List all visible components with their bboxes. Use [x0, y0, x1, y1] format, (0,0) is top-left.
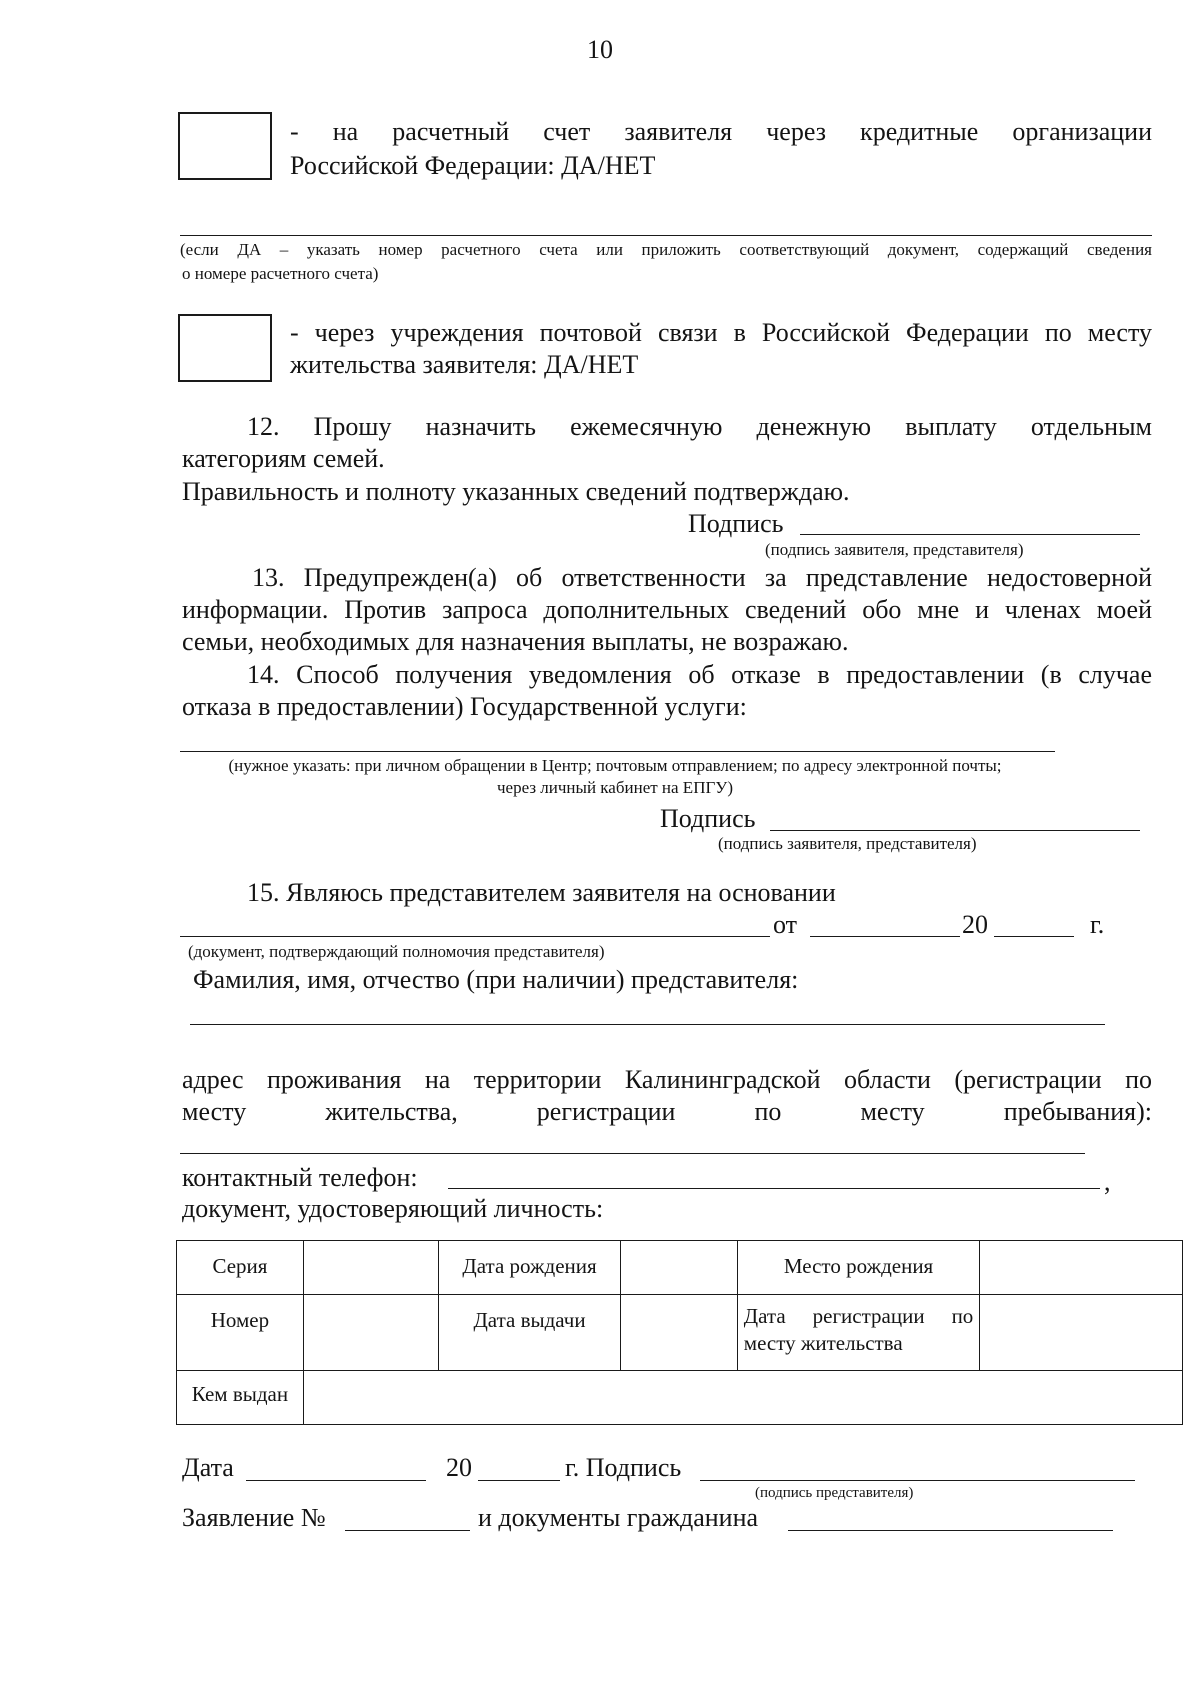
item15-from-label: от — [773, 910, 798, 939]
application-number-field[interactable] — [345, 1530, 470, 1531]
issued-by-label: Кем выдан — [177, 1371, 304, 1425]
item12-signature-label: Подпись — [688, 509, 784, 538]
reg-date-label: Дата регистрации по месту жительства — [737, 1295, 980, 1371]
number-value-cell[interactable] — [303, 1295, 438, 1371]
notification-method-field[interactable] — [180, 751, 1055, 752]
post-checkbox[interactable] — [178, 314, 272, 382]
birth-date-label: Дата рождения — [438, 1241, 620, 1295]
item13-line3: семьи, необходимых для назначения выплаты, не возражаю. — [182, 627, 849, 656]
footer-signature-note: (подпись представителя) — [755, 1485, 914, 1501]
birth-date-value-cell[interactable] — [621, 1241, 738, 1295]
item12-line2: категориям семей. — [182, 444, 385, 473]
bank-note-line1: (если ДА – указать номер расчетного счета или приложить соответствующий документ, содержащий сведения — [180, 240, 1152, 259]
identity-document-table — [176, 1240, 1183, 1425]
post-option-line2: жительства заявителя: ДА/НЕТ — [290, 350, 639, 379]
item15-year-prefix: 20 — [962, 910, 988, 939]
citizen-documents-field[interactable] — [788, 1530, 1113, 1531]
item15-doc-note: (документ, подтверждающий полномочия представителя) — [188, 942, 605, 961]
series-label: Серия — [177, 1241, 304, 1295]
item14-note-line2: через личный кабинет на ЕПГУ) — [496, 778, 733, 797]
post-option-line1: - через учреждения почтовой связи в Российской Федерации по месту — [290, 318, 1152, 347]
number-label: Номер — [177, 1295, 304, 1371]
bank-account-field[interactable] — [180, 235, 1152, 236]
footer-date-label: Дата — [182, 1453, 234, 1482]
item12-line3: Правильность и полноту указанных сведений подтверждаю. — [182, 477, 850, 506]
item14-signature-field[interactable] — [770, 830, 1140, 831]
item14-line2: отказа в предоставлении) Государственной услуги: — [182, 692, 747, 721]
issue-date-value-cell[interactable] — [621, 1295, 738, 1371]
footer-documents-label: и документы гражданина — [478, 1503, 759, 1532]
item12-signature-field[interactable] — [800, 534, 1140, 535]
reg-date-value-cell[interactable] — [980, 1295, 1183, 1371]
footer-signature-field[interactable] — [700, 1480, 1135, 1481]
item13-line1: 13. Предупрежден(а) об ответственности за представление недостоверной — [252, 563, 1152, 592]
authority-year-field[interactable] — [994, 936, 1074, 937]
bank-option-line1: - на расчетный счет заявителя через кредитные организации — [290, 117, 1152, 146]
item15-fio-label: Фамилия, имя, отчество (при наличии) представителя: — [193, 965, 799, 994]
item14-note-line1: (нужное указать: при личном обращении в Центр; почтовым отправлением; по адресу электронной почты; — [228, 756, 1002, 775]
bank-note-line2: о номере расчетного счета) — [182, 264, 379, 283]
item15-address-line2: месту жительства, регистрации по месту пребывания): — [182, 1097, 1152, 1126]
footer-year-field[interactable] — [478, 1480, 560, 1481]
authority-document-field[interactable] — [180, 936, 770, 937]
footer-year-prefix: 20 — [446, 1453, 472, 1482]
item14-signature-label: Подпись — [660, 804, 756, 833]
phone-field[interactable] — [448, 1188, 1100, 1189]
item12-signature-note: (подпись заявителя, представителя) — [765, 540, 1024, 559]
issue-date-label: Дата выдачи — [438, 1295, 620, 1371]
birth-place-value-cell[interactable] — [980, 1241, 1183, 1295]
item15-line1: 15. Являюсь представителем заявителя на основании — [247, 878, 836, 907]
issued-by-value-cell[interactable] — [303, 1371, 1182, 1425]
item13-line2: информации. Против запроса дополнительных сведений обо мне и членах моей — [182, 595, 1152, 624]
bank-option-line2: Российской Федерации: ДА/НЕТ — [290, 151, 656, 180]
item15-year-suffix: г. — [1090, 910, 1105, 939]
footer-date-field[interactable] — [246, 1480, 426, 1481]
representative-fio-field[interactable] — [190, 1024, 1105, 1025]
item15-phone-label: контактный телефон: — [182, 1163, 418, 1192]
address-field[interactable] — [180, 1153, 1085, 1154]
footer-year-signature: г. Подпись — [565, 1453, 682, 1482]
series-value-cell[interactable] — [303, 1241, 438, 1295]
footer-application-label: Заявление № — [182, 1503, 326, 1532]
bank-checkbox[interactable] — [178, 112, 272, 180]
item15-address-line1: адрес проживания на территории Калининградской области (регистрации по — [182, 1065, 1152, 1094]
item14-line1: 14. Способ получения уведомления об отказе в предоставлении (в случае — [247, 660, 1152, 689]
item14-signature-note: (подпись заявителя, представителя) — [718, 834, 977, 853]
item15-phone-end: , — [1104, 1167, 1111, 1196]
page-number: 10 — [587, 35, 613, 64]
item15-id-doc-label: документ, удостоверяющий личность: — [182, 1194, 604, 1223]
birth-place-label: Место рождения — [737, 1241, 980, 1295]
authority-date-field[interactable] — [810, 936, 960, 937]
item12-line1: 12. Прошу назначить ежемесячную денежную выплату отдельным — [247, 412, 1152, 441]
